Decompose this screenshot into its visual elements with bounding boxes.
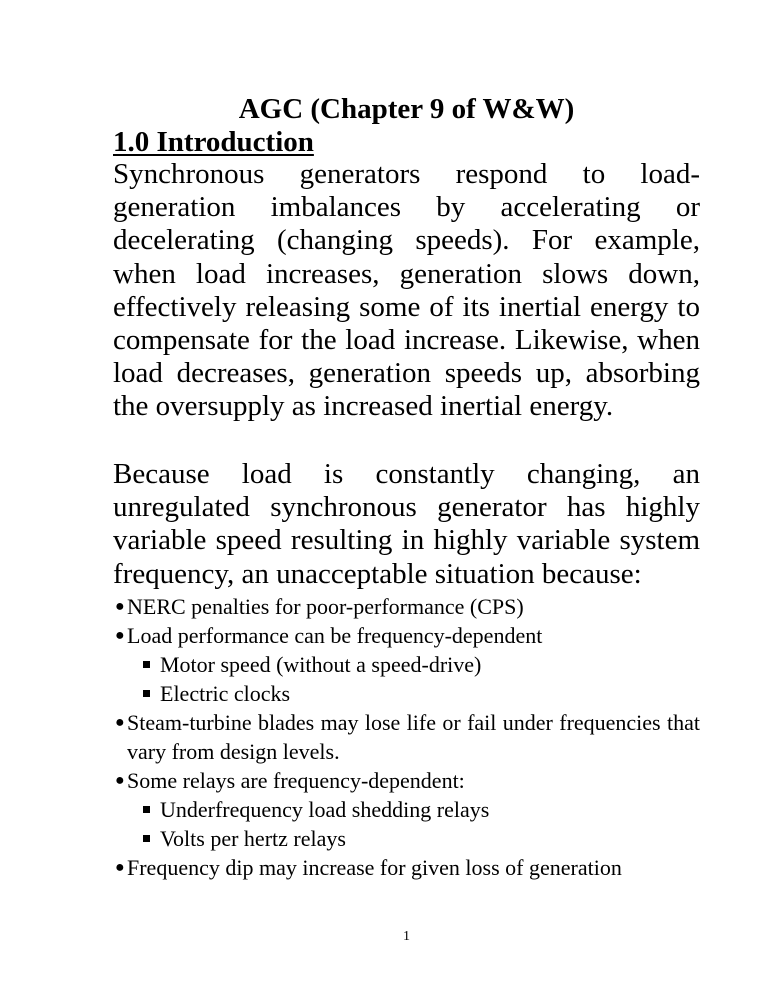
square-bullet-icon (143, 661, 150, 668)
bullet-dot-icon: ● (115, 714, 125, 731)
sub-list-item-text: Volts per hertz relays (160, 826, 346, 851)
bullet-dot-icon: ● (115, 772, 125, 789)
sub-list-item (127, 679, 700, 708)
list-item-text: Some relays are frequency-dependent: (127, 768, 465, 793)
list-item (113, 621, 700, 708)
sub-list-item (127, 650, 700, 679)
square-bullet-icon (143, 806, 150, 813)
list-item (113, 853, 700, 882)
sub-list-item-text: Motor speed (without a speed-drive) (160, 652, 482, 677)
section-heading: 1.0 Introduction (113, 126, 314, 158)
page-number: 1 (403, 929, 410, 944)
paragraph-introduction: Synchronous generators respond to load-generation imbalances by accelerating or decelerating (changing speeds). For example, when load increases, generation slows down, effectively releasing some of its inertial energy to compensate for the load increase. Likewise, when load decreases, generation speeds up, absorbing the oversupply as increased inertial energy. (113, 158, 700, 423)
list-item-text: Frequency dip may increase for given loss of generation (127, 855, 622, 880)
list-item-text: Load performance can be frequency-dependent (127, 623, 543, 648)
bullet-dot-icon: ● (115, 598, 125, 615)
sub-list-item-text: Underfrequency load shedding relays (160, 797, 490, 822)
sub-list-item (127, 795, 700, 824)
bullet-dot-icon: ● (115, 859, 125, 876)
bullet-dot-icon: ● (115, 627, 125, 644)
bullet-list (113, 592, 700, 882)
list-item (113, 592, 700, 621)
paragraph-frequency: Because load is constantly changing, an unregulated synchronous generator has highly variable speed resulting in highly variable system frequency, an unacceptable situation because: (113, 458, 700, 590)
document-title: AGC (Chapter 9 of W&W) (238, 93, 575, 125)
sub-bullet-list (127, 650, 700, 708)
square-bullet-icon (143, 690, 150, 697)
sub-list-item (127, 824, 700, 853)
sub-bullet-list (127, 795, 700, 853)
list-item-text: NERC penalties for poor-performance (CPS) (127, 594, 524, 619)
list-item (113, 708, 700, 766)
list-item (113, 766, 700, 853)
sub-list-item-text: Electric clocks (160, 681, 291, 706)
list-item-text: Steam-turbine blades may lose life or fail under frequencies that vary from design levels. (127, 710, 700, 764)
square-bullet-icon (143, 835, 150, 842)
